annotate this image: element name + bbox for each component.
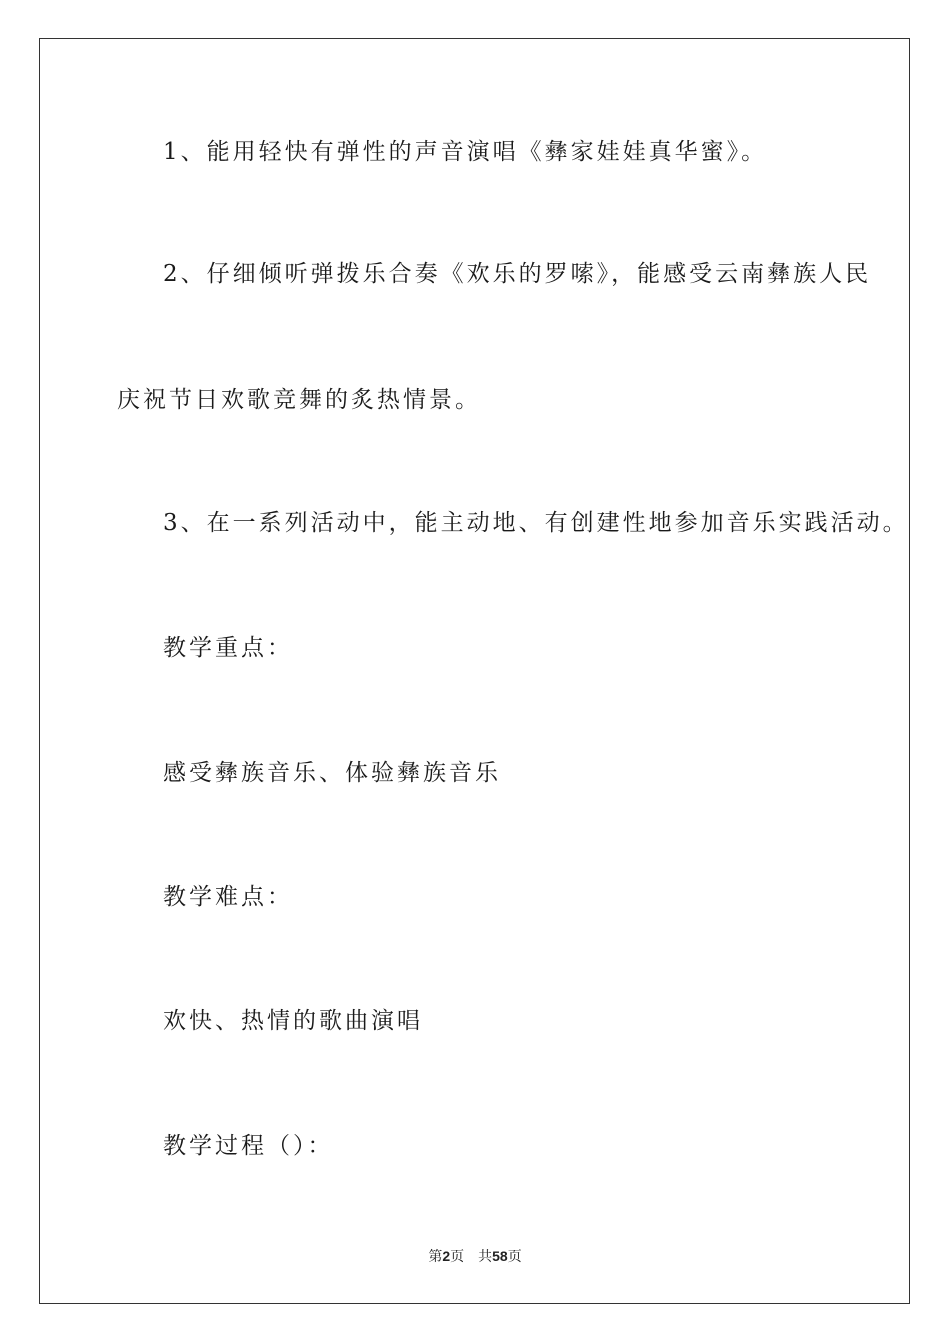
- page-footer: [0, 1246, 950, 1267]
- difficulties-heading: 教学难点：: [163, 884, 293, 910]
- objective-2: 2、仔细倾听弹拨乐合奏《欢乐的罗嗦》，能感受云南彝族人民: [163, 261, 872, 287]
- page-border: [39, 38, 910, 1304]
- footer-total-pages: 58: [492, 1248, 508, 1264]
- process-heading: 教学过程（）：: [163, 1133, 334, 1159]
- footer-page-prefix: 第: [428, 1249, 443, 1265]
- objective-2-continuation: 庆祝节日欢歌竞舞的炙热情景。: [117, 387, 481, 413]
- key-points-text: 感受彝族音乐、体验彝族音乐: [163, 760, 501, 786]
- objective-1: 1、能用轻快有弹性的声音演唱《彝家娃娃真华蜜》。: [163, 139, 768, 165]
- footer-page-suffix: 页: [450, 1249, 465, 1265]
- footer-page-number: 2: [442, 1248, 451, 1264]
- objective-3: 3、在一系列活动中，能主动地、有创建性地参加音乐实践活动。: [163, 510, 909, 536]
- footer-total-prefix: 共: [478, 1249, 493, 1265]
- footer-total-suffix: 页: [507, 1249, 522, 1265]
- key-points-heading: 教学重点：: [163, 635, 293, 661]
- difficulties-text: 欢快、热情的歌曲演唱: [163, 1008, 423, 1034]
